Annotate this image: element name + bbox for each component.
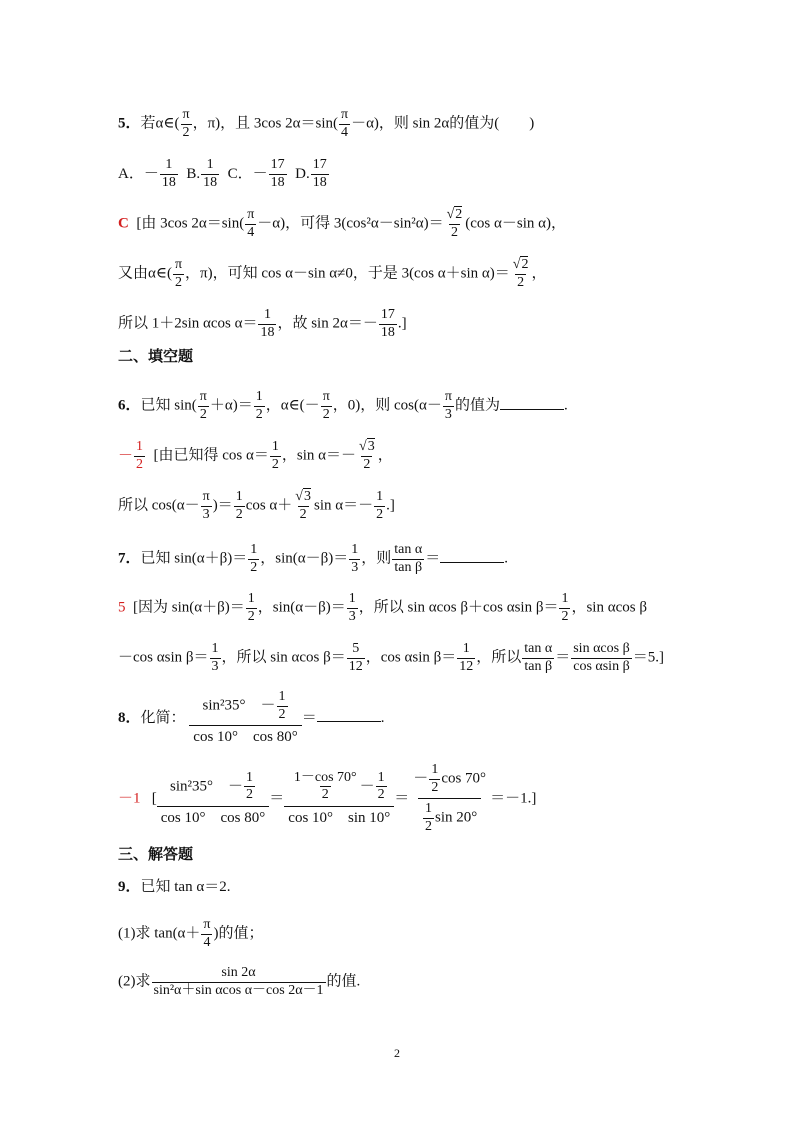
fraction: － $\frac{1}{2}$ cos 70° $\frac{1}{2}$ sin 20°: [413, 762, 487, 835]
q6-answer-value: － $\frac{1}{2}$: [118, 439, 144, 472]
q8-answer-value: －1: [118, 790, 141, 807]
answer-blank[interactable]: [500, 408, 564, 410]
q6-answer-line1: － $\frac{1}{2}$ [由已知得 cos α＝ $\frac{1}{2}$ ，sin α＝－ $\frac{√3}{2}$ ，: [118, 439, 393, 472]
q6-line: 6．已知 sin( $\frac{\pi}{2}$ ＋α)＝ $\frac{1}{2}$ ，α∈(－ $\frac{\pi}{2}$ ，0)，则 cos(α－ $\frac{\pi}{3}$ 的值为 .: [118, 389, 568, 422]
fraction: $\frac{\pi}{4}$: [341, 107, 349, 140]
q9-line: 9．已知 tan α＝2.: [118, 879, 231, 895]
q5-answer-line2: 又由α∈( $\frac{\pi}{2}$ ，π)，可知 cos α－sin α≠0，于是 3(cos α＋sin α)＝ $\frac{√2}{2}$ ，: [118, 257, 547, 290]
fraction: sin²35° － $\frac{1}{2}$ cos 10° cos 80°: [157, 771, 270, 828]
q8-line: 8．化简： sin²35° － $\frac{1}{2}$ cos 10° cos 80° ＝ .: [118, 689, 385, 746]
section-heading-fill-in: 二、填空题: [118, 349, 194, 365]
q5-answer-letter: C: [118, 215, 129, 232]
page-number: 2: [394, 1046, 400, 1060]
option-c: C．－ $\frac{17}{18}$: [227, 157, 285, 190]
option-d: D. $\frac{17}{18}$: [295, 157, 327, 190]
q8-answer-line: －1 [ sin²35° － $\frac{1}{2}$ cos 10° cos 80° ＝ $\frac{1-\cos 70^\circ}{2}$ － $\frac{1}{2}$ cos 10° sin 10° ＝ － $\frac{1}{2}$ cos 70° $\frac{1}{2}$ sin 20° ＝－1.]: [118, 762, 537, 835]
fraction: $\frac{1-\cos 70^\circ}{2}$ － $\frac{1}{2}$ cos 10° sin 10°: [284, 771, 394, 828]
q5-text-c: －α)，则 sin 2α的值为( ): [351, 115, 535, 132]
q5-answer-line1: C [由 3cos 2α＝sin( $\frac{\pi}{4}$ －α)，可得 3(cos²α－sin²α)＝ $\frac{√2}{2}$ (cos α－sin α)，: [118, 207, 566, 240]
q7-answer-line1: 5 [因为 sin(α＋β)＝ $\frac{1}{2}$ ，sin(α－β)＝ $\frac{1}{3}$ ，所以 sin αcos β＋cos αsin β＝ $\frac{1}{2}$ ，sin αcos β: [118, 591, 647, 624]
q7-answer-line2: －cos αsin β＝ $\frac{1}{3}$ ，所以 sin αcos β＝ $\frac{5}{12}$ ，cos αsin β＝ $\frac{1}{12}$ ，所以 $\frac{\text{tan α}}{\text{tan β}}$ ＝ $\frac{\text{sin αcos β}}{\text{cos αsin β}}$ ＝5.]: [118, 641, 664, 674]
option-a: A．－ $\frac{1}{18}$: [118, 157, 176, 190]
answer-blank[interactable]: [440, 561, 504, 563]
q7-answer-value: 5: [118, 599, 126, 616]
q6-answer-line2: 所以 cos(α－ $\frac{\pi}{3}$ )＝ $\frac{1}{2}$ cos α＋ $\frac{√3}{2}$ sin α＝－ $\frac{1}{2}$ .]: [118, 489, 395, 522]
q9-part2: (2)求 $\frac{\sin 2\alpha}{\text{sin²α＋sin αcos α－cos 2α－1}}$ 的值.: [118, 965, 361, 998]
fraction: $\frac{\pi}{2}$: [182, 107, 190, 140]
q5-text-b: ，π)，且 3cos 2α＝sin(: [192, 115, 338, 132]
q5-line: [118, 108, 534, 140]
option-b: B. $\frac{1}{18}$: [186, 157, 218, 190]
answer-blank[interactable]: [317, 720, 381, 722]
q7-line: 7．已知 sin(α＋β)＝ $\frac{1}{2}$ ，sin(α－β)＝ $\frac{1}{3}$ ，则 $\frac{\text{tan α}}{\text{tan β}}$ ＝ .: [118, 542, 508, 575]
q9-part1: (1)求 tan(α＋ $\frac{\pi}{4}$ )的值；: [118, 917, 264, 950]
q5-options: [118, 158, 330, 190]
q5-answer-line3: 所以 1＋2sin αcos α＝ $\frac{1}{18}$ ，故 sin 2α＝－ $\frac{17}{18}$ .]: [118, 307, 407, 340]
q5-text-a: 若α∈(: [140, 115, 180, 132]
section-heading-answer: 三、解答题: [118, 847, 194, 863]
fraction: sin²35° － $\frac{1}{2}$ cos 10° cos 80°: [189, 690, 302, 747]
q5-number: 5．: [118, 115, 141, 132]
